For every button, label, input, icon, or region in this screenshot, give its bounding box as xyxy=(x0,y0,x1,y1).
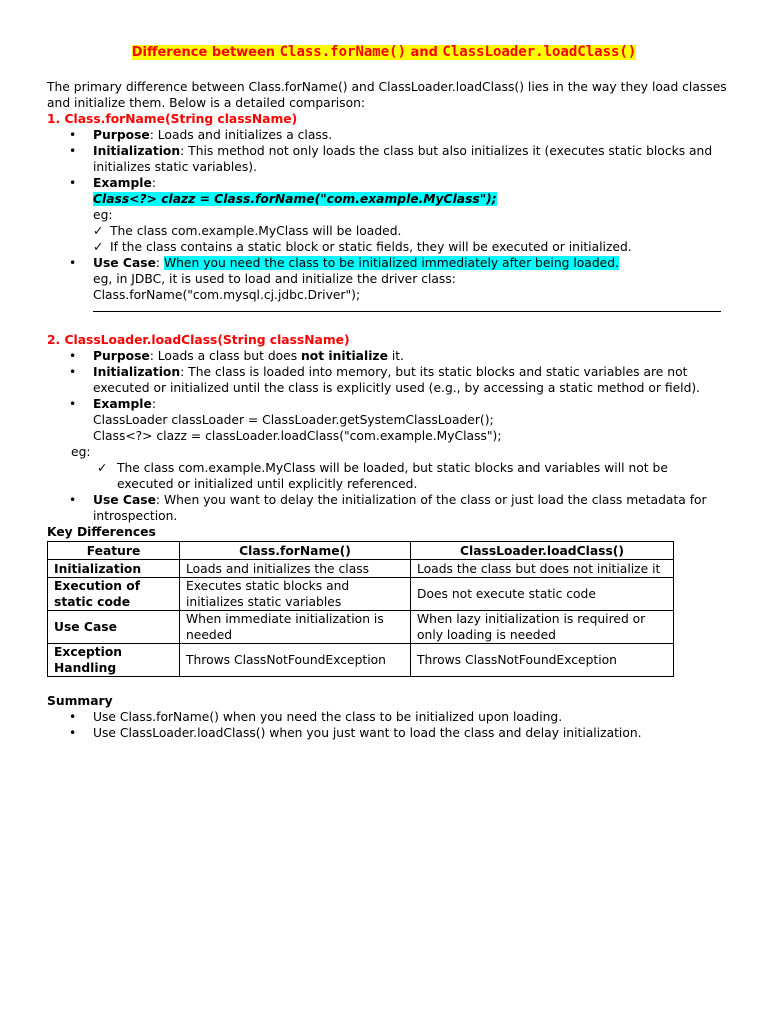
table-header-row xyxy=(48,542,674,560)
table-cell-feature: Initialization xyxy=(48,560,180,578)
checkmark-icon: ✓ xyxy=(97,461,108,475)
section2-eg: eg: xyxy=(71,445,91,459)
comparison-table xyxy=(47,541,674,677)
section2-initialization xyxy=(47,364,727,396)
example-colon: : xyxy=(151,397,156,411)
section2-example xyxy=(47,396,727,412)
table-cell: When lazy initialization is required or only loading is needed xyxy=(411,611,674,644)
table-cell: Executes static blocks and initializes static variables xyxy=(180,578,411,611)
section1-example xyxy=(47,175,727,191)
key-differences-heading: Key Differences xyxy=(47,525,156,539)
purpose-label: Purpose xyxy=(93,349,150,363)
section1-usecase xyxy=(47,255,727,271)
page-title xyxy=(0,43,768,62)
check-text: If the class contains a static block or static fields, they will be executed or initialized. xyxy=(110,240,632,254)
checkmark-icon: ✓ xyxy=(93,240,104,254)
init-label: Initialization xyxy=(93,144,181,158)
example-label: Example xyxy=(93,397,152,411)
summary-list xyxy=(47,709,727,741)
table-cell-feature: Use Case xyxy=(48,611,180,644)
example-label: Example xyxy=(93,176,152,190)
title-highlight xyxy=(132,45,637,60)
document-body xyxy=(47,79,727,741)
init-label: Initialization xyxy=(93,365,181,379)
title-code-forname: Class.forName() xyxy=(279,44,407,60)
table-header-cell: Feature xyxy=(48,542,180,560)
summary-item: • Use Class.forName() when you need the class to be initialized upon loading. xyxy=(47,709,727,725)
usecase-text: : When you want to delay the initialization of the class or just load the class metadata for introspection. xyxy=(93,493,707,523)
check-text: The class com.example.MyClass will be loaded, but static blocks and variables will not be executed or initialized until explicitly referenced. xyxy=(117,461,668,491)
summary-heading: Summary xyxy=(47,694,113,708)
init-text: : The class is loaded into memory, but its static blocks and static variables are not executed or initialized until the class is explicitly used (e.g., by accessing a static method or field). xyxy=(93,365,701,395)
section1-check-1 xyxy=(47,223,727,239)
table-cell-feature: Execution of static code xyxy=(48,578,180,611)
section2-check xyxy=(47,460,727,492)
title-middle: and xyxy=(406,45,443,60)
section1-purpose xyxy=(47,127,727,143)
title-prefix: Difference between xyxy=(131,45,280,60)
section2-heading: 2. ClassLoader.loadClass(String className) xyxy=(47,333,350,347)
table-cell: Does not execute static code xyxy=(411,578,674,611)
example-colon: : xyxy=(151,176,156,190)
table-row xyxy=(48,644,674,677)
section1-example-code xyxy=(47,191,727,207)
purpose-bold: not initialize xyxy=(301,349,388,363)
section2-purpose xyxy=(47,348,727,364)
section1-list-usecase xyxy=(47,255,727,271)
table-cell: Throws ClassNotFoundException xyxy=(180,644,411,677)
table-cell: Loads and initializes the class xyxy=(180,560,411,578)
section2-list xyxy=(47,348,727,412)
purpose-label: Purpose xyxy=(93,128,150,142)
spacer xyxy=(47,312,727,332)
section2-list-usecase xyxy=(47,492,727,524)
table-row xyxy=(48,611,674,644)
table-row xyxy=(48,578,674,611)
table-cell-feature: Exception Handling xyxy=(48,644,180,677)
section2-example-line1: ClassLoader classLoader = ClassLoader.getSystemClassLoader(); xyxy=(93,413,494,427)
title-code-loadclass: ClassLoader.loadClass() xyxy=(442,44,637,60)
usecase-colon: : xyxy=(155,256,164,270)
section1-eg: eg: xyxy=(93,208,113,222)
section1-usecase-code: Class.forName("com.mysql.cj.jdbc.Driver"); xyxy=(93,288,361,302)
section1-initialization xyxy=(47,143,727,175)
intro-paragraph: The primary difference between Class.forName() and ClassLoader.loadClass() lies in the way they load classes and initialize them. Below is a detailed comparison: xyxy=(47,80,727,110)
table-cell: Throws ClassNotFoundException xyxy=(411,644,674,677)
summary-item: • Use ClassLoader.loadClass() when you just want to load the class and delay initialization. xyxy=(47,725,727,741)
checkmark-icon: ✓ xyxy=(93,224,104,238)
init-text: : This method not only loads the class but also initializes it (executes static blocks and initializes static variables). xyxy=(93,144,713,174)
spacer xyxy=(47,677,727,693)
section2-example-line2: Class<?> clazz = classLoader.loadClass("com.example.MyClass"); xyxy=(93,429,502,443)
usecase-highlight: When you need the class to be initialized immediately after being loaded. xyxy=(163,256,619,270)
table-cell: Loads the class but does not initialize it xyxy=(411,560,674,578)
table-row xyxy=(48,560,674,578)
table-header-cell: Class.forName() xyxy=(180,542,411,560)
section1-heading: 1. Class.forName(String className) xyxy=(47,112,298,126)
usecase-label: Use Case xyxy=(93,256,156,270)
section1-list xyxy=(47,127,727,191)
check-text: The class com.example.MyClass will be loaded. xyxy=(110,224,402,238)
section2-usecase xyxy=(47,492,727,524)
section1-check-2 xyxy=(47,239,727,255)
example-code-highlight: Class<?> clazz = Class.forName("com.example.MyClass"); xyxy=(93,192,497,206)
section1-usecase-eg: eg, in JDBC, it is used to load and initialize the driver class: xyxy=(93,272,456,286)
purpose-text-end: it. xyxy=(387,349,404,363)
table-cell: When immediate initialization is needed xyxy=(180,611,411,644)
purpose-text: : Loads and initializes a class. xyxy=(149,128,333,142)
purpose-text: : Loads a class but does xyxy=(149,349,302,363)
usecase-label: Use Case xyxy=(93,493,156,507)
table-header-cell: ClassLoader.loadClass() xyxy=(411,542,674,560)
